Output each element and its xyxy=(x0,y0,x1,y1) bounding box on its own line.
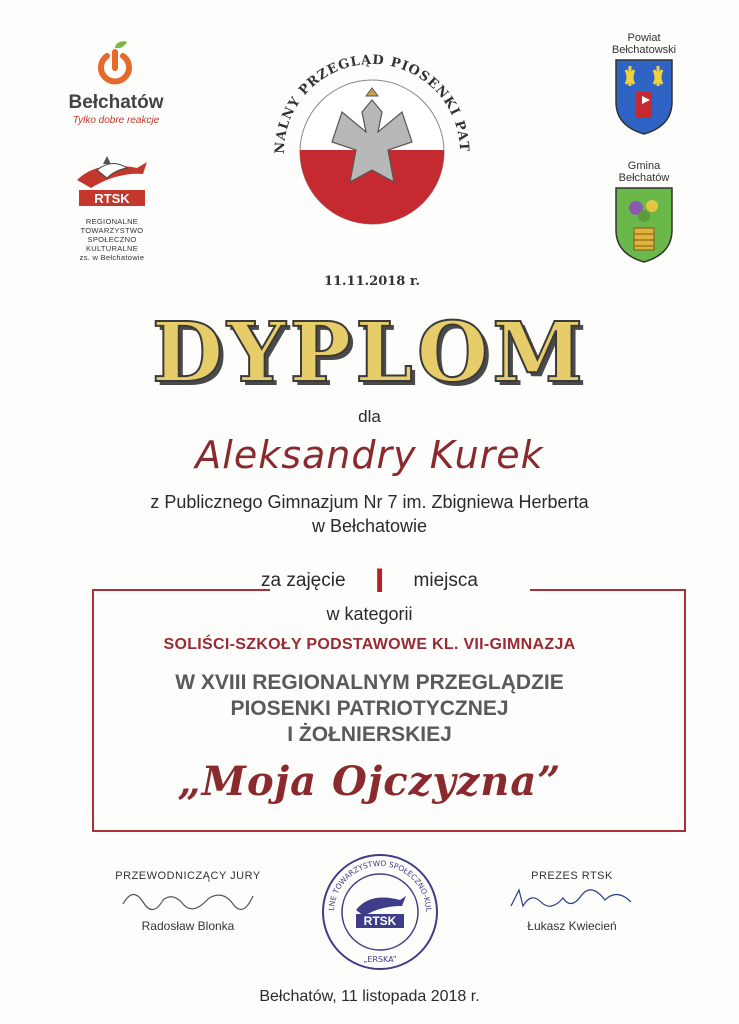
stamp-ring-text: LNE TOWARZYSTWO SPOŁECZNO-KUL xyxy=(326,858,434,912)
place-and-date: Bełchatów, 11 listopada 2018 r. xyxy=(259,988,480,1005)
rtsk-line-5: zs. w Bełchatowie xyxy=(79,253,145,262)
jury-chair-signature xyxy=(88,870,288,933)
rtsk-president-title: PREZES RTSK xyxy=(531,870,613,882)
belchatow-logo xyxy=(56,40,176,135)
place-number: I xyxy=(374,562,385,600)
jury-chair-name: Radosław Blonka xyxy=(141,919,235,933)
handwritten-signature-left xyxy=(113,882,263,914)
powiat-label-2: Bełchatowski xyxy=(611,44,677,56)
place-suffix: miejsca xyxy=(413,570,478,591)
school-line-1: z Publicznego Gimnazjum Nr 7 im. Zbigniewa Herberta xyxy=(150,492,589,512)
category-value: SOLIŚCI-SZKOŁY PODSTAWOWE KL. VII-GIMNAZJA xyxy=(163,636,576,653)
seal-banner-text: LECIE ODZYSKANIA NIEPODLEGŁ xyxy=(312,207,433,237)
jury-chair-title: PRZEWODNICZĄCY JURY xyxy=(115,870,261,882)
rtsk-line-1: REGIONALNE xyxy=(85,217,139,226)
place-prefix: za zajęcie xyxy=(261,570,346,591)
belchatow-name: Bełchatów xyxy=(68,92,164,113)
gmina-label-2: Bełchatów xyxy=(618,172,670,184)
handwritten-signature-right xyxy=(497,882,647,914)
diploma-title: DYPLOM xyxy=(151,305,588,401)
event-line-2: PIOSENKI PATRIOTYCZNEJ xyxy=(230,697,509,720)
rtsk-stamp xyxy=(320,852,440,972)
gmina-crest xyxy=(596,160,692,276)
event-seal xyxy=(262,42,482,292)
category-label: w kategorii xyxy=(326,604,413,624)
for-label: dla xyxy=(358,407,381,426)
rtsk-logo xyxy=(62,150,162,270)
rtsk-president-name: Łukasz Kwiecień xyxy=(527,919,617,933)
stamp-abbr: RTSK xyxy=(363,914,397,928)
powiat-crest xyxy=(596,32,692,142)
recipient-name: Aleksandry Kurek xyxy=(195,433,544,477)
event-line-3: I ŻOŁNIERSKIEJ xyxy=(287,723,452,746)
rtsk-line-3: SPOŁECZNO xyxy=(87,235,137,244)
gmina-label-1: Gmina xyxy=(627,160,661,172)
powiat-label-1: Powiat xyxy=(627,32,661,44)
rtsk-line-2: TOWARZYSTWO xyxy=(80,226,144,235)
seal-date: 11.11.2018 r. xyxy=(323,274,421,289)
rtsk-abbr: RTSK xyxy=(94,191,130,206)
powiat-shield-icon xyxy=(612,56,676,136)
power-apple-icon xyxy=(91,40,141,90)
event-line-1: W XVIII REGIONALNYM PRZEGLĄDZIE xyxy=(175,671,564,694)
stamp-bottom-text: „ERSKA” xyxy=(363,955,397,964)
belchatow-tagline: Tylko dobre reakcje xyxy=(72,115,160,126)
gmina-shield-icon xyxy=(612,184,676,264)
event-motto: „Moja Ojczyzna” xyxy=(177,758,562,805)
rtsk-line-4: KULTURALNE xyxy=(85,244,139,253)
rtsk-president-signature xyxy=(472,870,672,933)
seal-ring-text: NALNY PRZEGLĄD PIOSENKI PAT xyxy=(272,52,472,155)
rtsk-emblem-icon xyxy=(67,150,157,210)
school-line-2: w Bełchatowie xyxy=(311,516,428,536)
